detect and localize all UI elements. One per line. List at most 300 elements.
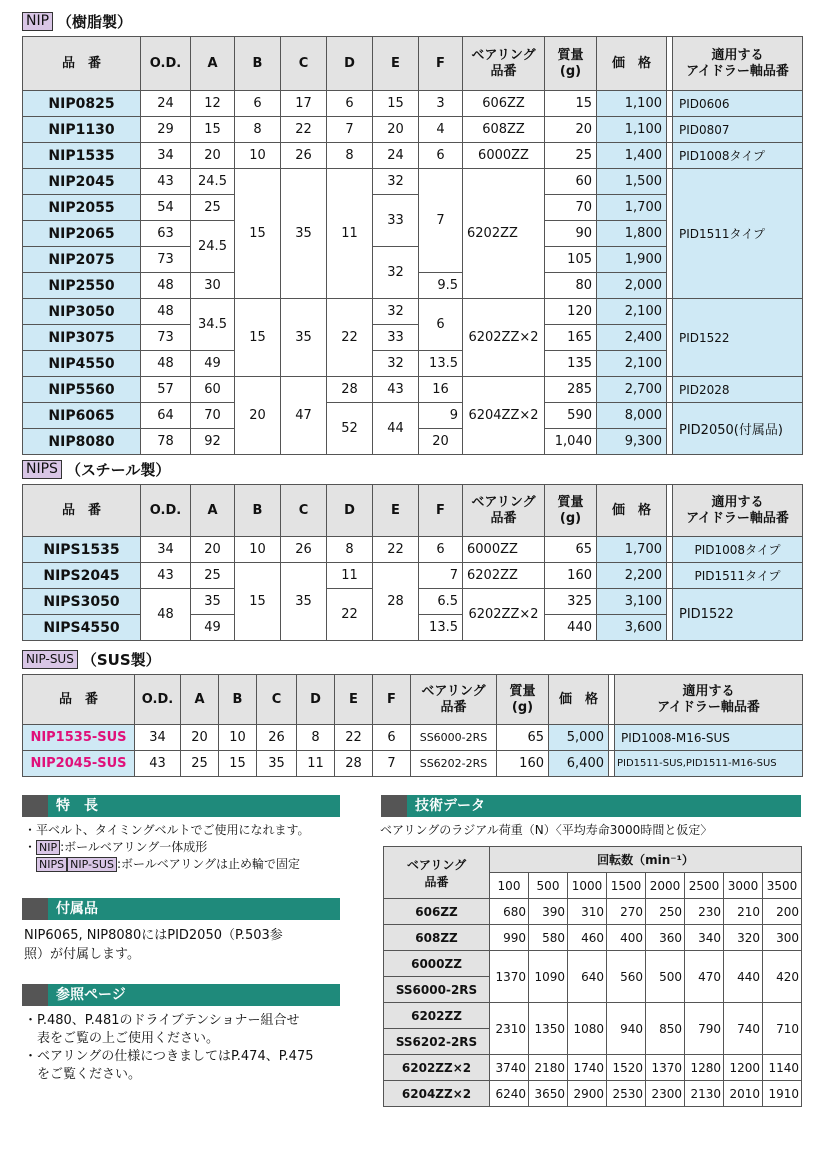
load-value: 440 bbox=[724, 951, 763, 1003]
load-value: 6240 bbox=[490, 1081, 529, 1107]
mass-value: 160 bbox=[497, 751, 549, 777]
price-value: 2,400 bbox=[597, 325, 667, 351]
od-value: 63 bbox=[141, 221, 191, 247]
bearing-name: 6202ZZ×2 bbox=[384, 1055, 490, 1081]
f-value: 6 bbox=[373, 725, 411, 751]
c-value: 22 bbox=[281, 117, 327, 143]
e-value: 22 bbox=[335, 725, 373, 751]
load-value: 1140 bbox=[763, 1055, 802, 1081]
rpm-header: 500 bbox=[529, 873, 568, 899]
load-value: 1370 bbox=[646, 1055, 685, 1081]
price-value: 2,100 bbox=[597, 299, 667, 325]
load-value: 2310 bbox=[490, 1003, 529, 1055]
d-value: 8 bbox=[327, 143, 373, 169]
part-code: NIPS4550 bbox=[23, 615, 141, 641]
features-line-2: ・ NIP :ボールベアリング一体成形 bbox=[24, 840, 208, 854]
col-header-e: E bbox=[373, 485, 419, 537]
mass-value: 15 bbox=[545, 91, 597, 117]
col-header-c: C bbox=[281, 485, 327, 537]
e-value: 32 bbox=[373, 351, 419, 377]
a-value: 60 bbox=[191, 377, 235, 403]
tech-header-bearing: ベアリング 品番 bbox=[384, 847, 490, 899]
col-header-a: A bbox=[191, 485, 235, 537]
col-header-f: F bbox=[419, 485, 463, 537]
load-value: 250 bbox=[646, 899, 685, 925]
load-value: 320 bbox=[724, 925, 763, 951]
a-value: 49 bbox=[191, 615, 235, 641]
e-value: 15 bbox=[373, 91, 419, 117]
od-value: 73 bbox=[141, 247, 191, 273]
load-value: 2010 bbox=[724, 1081, 763, 1107]
col-header-code: 品 番 bbox=[23, 37, 141, 91]
load-value: 560 bbox=[607, 951, 646, 1003]
d-value: 8 bbox=[297, 725, 335, 751]
mass-value: 325 bbox=[545, 589, 597, 615]
a-value: 15 bbox=[191, 117, 235, 143]
b-value: 20 bbox=[235, 377, 281, 455]
pid-value: PID1008タイプ bbox=[673, 143, 803, 169]
bearing-value: 606ZZ bbox=[463, 91, 545, 117]
mass-value: 60 bbox=[545, 169, 597, 195]
rpm-header: 2000 bbox=[646, 873, 685, 899]
mass-value: 120 bbox=[545, 299, 597, 325]
f-value: 6.5 bbox=[419, 589, 463, 615]
table-row bbox=[384, 1055, 802, 1081]
c-value: 26 bbox=[257, 725, 297, 751]
a-value: 20 bbox=[191, 537, 235, 563]
bearing-value: 608ZZ bbox=[463, 117, 545, 143]
b-value: 6 bbox=[235, 91, 281, 117]
load-value: 3740 bbox=[490, 1055, 529, 1081]
load-value: 1350 bbox=[529, 1003, 568, 1055]
load-value: 990 bbox=[490, 925, 529, 951]
f-value: 4 bbox=[419, 117, 463, 143]
part-code: NIP0825 bbox=[23, 91, 141, 117]
load-value: 2300 bbox=[646, 1081, 685, 1107]
nip-section-title bbox=[22, 11, 132, 32]
table-row bbox=[23, 537, 803, 563]
bearing-name: 6000ZZ bbox=[384, 951, 490, 977]
nipsus-tag-small: NIP-SUS bbox=[67, 857, 117, 872]
load-value: 1080 bbox=[568, 1003, 607, 1055]
e-value: 28 bbox=[335, 751, 373, 777]
load-value: 1910 bbox=[763, 1081, 802, 1107]
part-code: NIPS3050 bbox=[23, 589, 141, 615]
e-value: 28 bbox=[373, 563, 419, 641]
a-value: 34.5 bbox=[191, 299, 235, 351]
d-value: 11 bbox=[297, 751, 335, 777]
mass-value: 1,040 bbox=[545, 429, 597, 455]
mass-value: 65 bbox=[497, 725, 549, 751]
e-value: 32 bbox=[373, 247, 419, 299]
col-header-pid: 適用する アイドラー軸品番 bbox=[673, 37, 803, 91]
col-header-d: D bbox=[297, 675, 335, 725]
col-header-a: A bbox=[191, 37, 235, 91]
od-value: 43 bbox=[135, 751, 181, 777]
table-row bbox=[384, 1081, 802, 1107]
col-header-mass: 質量 (g) bbox=[497, 675, 549, 725]
f-value: 3 bbox=[419, 91, 463, 117]
features-line-1: ・平ベルト、タイミングベルトでご使用になれます。 bbox=[24, 823, 310, 837]
tech-header-rpm: 回転数（min⁻¹） bbox=[490, 847, 802, 873]
mass-value: 65 bbox=[545, 537, 597, 563]
price-value: 1,700 bbox=[597, 195, 667, 221]
load-value: 2180 bbox=[529, 1055, 568, 1081]
table-row bbox=[23, 299, 803, 325]
rpm-header: 3500 bbox=[763, 873, 802, 899]
e-value: 22 bbox=[373, 537, 419, 563]
bearing-value: 6202ZZ×2 bbox=[463, 589, 545, 641]
part-code: NIP4550 bbox=[23, 351, 141, 377]
load-value: 300 bbox=[763, 925, 802, 951]
load-value: 850 bbox=[646, 1003, 685, 1055]
nip-spec-table bbox=[22, 36, 803, 455]
table-row bbox=[23, 169, 803, 195]
load-value: 200 bbox=[763, 899, 802, 925]
od-value: 43 bbox=[141, 563, 191, 589]
pid-value: PID1008-M16-SUS bbox=[615, 725, 803, 751]
table-row bbox=[23, 563, 803, 589]
col-header-pid: 適用する アイドラー軸品番 bbox=[615, 675, 803, 725]
load-value: 1200 bbox=[724, 1055, 763, 1081]
table-row bbox=[23, 377, 803, 403]
mass-value: 80 bbox=[545, 273, 597, 299]
col-header-price: 価 格 bbox=[549, 675, 609, 725]
f-value: 6 bbox=[419, 299, 463, 351]
price-value: 1,800 bbox=[597, 221, 667, 247]
a-value: 24.5 bbox=[191, 221, 235, 273]
load-value: 420 bbox=[763, 951, 802, 1003]
bearing-value: 6202ZZ bbox=[463, 563, 545, 589]
price-value: 1,100 bbox=[597, 117, 667, 143]
e-value: 33 bbox=[373, 325, 419, 351]
pid-value: PID1511タイプ bbox=[673, 169, 803, 299]
c-value: 35 bbox=[281, 169, 327, 299]
d-value: 28 bbox=[327, 377, 373, 403]
c-value: 35 bbox=[281, 299, 327, 377]
a-value: 30 bbox=[191, 273, 235, 299]
a-value: 24.5 bbox=[191, 169, 235, 195]
a-value: 49 bbox=[191, 351, 235, 377]
nip-tag-small: NIP bbox=[36, 840, 60, 855]
f-value: 13.5 bbox=[419, 351, 463, 377]
b-value: 10 bbox=[235, 537, 281, 563]
features-line-3: NIPS NIP-SUS :ボールベアリングは止め輪で固定 bbox=[24, 856, 344, 873]
pid-value: PID1522 bbox=[673, 299, 803, 377]
od-value: 48 bbox=[141, 273, 191, 299]
c-value: 35 bbox=[257, 751, 297, 777]
table-row bbox=[23, 117, 803, 143]
col-header-od: O.D. bbox=[141, 37, 191, 91]
price-value: 9,300 bbox=[597, 429, 667, 455]
e-value: 32 bbox=[373, 299, 419, 325]
e-value: 24 bbox=[373, 143, 419, 169]
load-value: 400 bbox=[607, 925, 646, 951]
part-code: NIPS1535 bbox=[23, 537, 141, 563]
refpages-header bbox=[22, 984, 340, 1006]
load-value: 580 bbox=[529, 925, 568, 951]
pid-value: PID1522 bbox=[673, 589, 803, 641]
d-value: 7 bbox=[327, 117, 373, 143]
col-header-b: B bbox=[235, 37, 281, 91]
f-value: 20 bbox=[419, 429, 463, 455]
table-row bbox=[23, 91, 803, 117]
f-value: 9.5 bbox=[419, 273, 463, 299]
bearing-name: SS6202-2RS bbox=[384, 1029, 490, 1055]
pid-value: PID1008タイプ bbox=[673, 537, 803, 563]
bearing-value: 6202ZZ×2 bbox=[463, 299, 545, 377]
load-value: 940 bbox=[607, 1003, 646, 1055]
nips-material: （スチール製） bbox=[65, 461, 171, 479]
load-value: 340 bbox=[685, 925, 724, 951]
load-value: 1370 bbox=[490, 951, 529, 1003]
col-header-pid: 適用する アイドラー軸品番 bbox=[673, 485, 803, 537]
f-value: 7 bbox=[419, 169, 463, 273]
d-value: 6 bbox=[327, 91, 373, 117]
mass-value: 135 bbox=[545, 351, 597, 377]
od-value: 48 bbox=[141, 299, 191, 325]
table-row bbox=[384, 925, 802, 951]
col-header-d: D bbox=[327, 485, 373, 537]
features-title: 特 長 bbox=[56, 798, 98, 814]
part-code: NIP1535 bbox=[23, 143, 141, 169]
price-value: 3,100 bbox=[597, 589, 667, 615]
a-value: 25 bbox=[191, 563, 235, 589]
tech-title: 技術データ bbox=[415, 798, 485, 814]
col-header-b: B bbox=[219, 675, 257, 725]
e-value: 32 bbox=[373, 169, 419, 195]
b-value: 15 bbox=[235, 563, 281, 641]
load-value: 680 bbox=[490, 899, 529, 925]
col-header-code: 品 番 bbox=[23, 675, 135, 725]
price-value: 1,100 bbox=[597, 91, 667, 117]
features-text bbox=[24, 822, 344, 873]
col-header-bearing: ベアリング 品番 bbox=[411, 675, 497, 725]
price-value: 1,400 bbox=[597, 143, 667, 169]
b-value: 8 bbox=[235, 117, 281, 143]
od-value: 43 bbox=[141, 169, 191, 195]
price-value: 2,100 bbox=[597, 351, 667, 377]
rpm-header: 1000 bbox=[568, 873, 607, 899]
price-value: 2,700 bbox=[597, 377, 667, 403]
a-value: 92 bbox=[191, 429, 235, 455]
d-value: 52 bbox=[327, 403, 373, 455]
e-value: 43 bbox=[373, 377, 419, 403]
load-value: 2530 bbox=[607, 1081, 646, 1107]
f-value: 13.5 bbox=[419, 615, 463, 641]
part-code: NIP1130 bbox=[23, 117, 141, 143]
col-header-price: 価 格 bbox=[597, 37, 667, 91]
e-value: 20 bbox=[373, 117, 419, 143]
part-code: NIP5560 bbox=[23, 377, 141, 403]
part-code: NIP2045-SUS bbox=[23, 751, 135, 777]
nipsus-tag: NIP-SUS bbox=[22, 650, 78, 669]
d-value: 22 bbox=[327, 589, 373, 641]
load-value: 500 bbox=[646, 951, 685, 1003]
d-value: 11 bbox=[327, 169, 373, 299]
accessories-header bbox=[22, 898, 340, 920]
od-value: 54 bbox=[141, 195, 191, 221]
col-header-a: A bbox=[181, 675, 219, 725]
bearing-value: SS6000-2RS bbox=[411, 725, 497, 751]
bearing-name: 608ZZ bbox=[384, 925, 490, 951]
mass-value: 25 bbox=[545, 143, 597, 169]
part-code: NIP2045 bbox=[23, 169, 141, 195]
c-value: 17 bbox=[281, 91, 327, 117]
f-value: 16 bbox=[419, 377, 463, 403]
pid-value: PID2050(付属品) bbox=[673, 403, 803, 455]
rpm-header: 2500 bbox=[685, 873, 724, 899]
b-value: 10 bbox=[235, 143, 281, 169]
features-header bbox=[22, 795, 340, 817]
f-value: 7 bbox=[373, 751, 411, 777]
bearing-value: 6204ZZ×2 bbox=[463, 377, 545, 455]
table-row bbox=[384, 1003, 802, 1029]
mass-value: 590 bbox=[545, 403, 597, 429]
a-value: 35 bbox=[191, 589, 235, 615]
load-value: 790 bbox=[685, 1003, 724, 1055]
bearing-value: SS6202-2RS bbox=[411, 751, 497, 777]
part-code: NIP2055 bbox=[23, 195, 141, 221]
f-value: 7 bbox=[419, 563, 463, 589]
nips-tag-small: NIPS bbox=[36, 857, 67, 872]
c-value: 35 bbox=[281, 563, 327, 641]
nip-material: （樹脂製） bbox=[57, 13, 133, 31]
col-header-mass: 質量 (g) bbox=[545, 485, 597, 537]
part-code: NIP6065 bbox=[23, 403, 141, 429]
col-header-f: F bbox=[419, 37, 463, 91]
load-value: 390 bbox=[529, 899, 568, 925]
rpm-header: 100 bbox=[490, 873, 529, 899]
mass-value: 160 bbox=[545, 563, 597, 589]
nipsus-spec-table bbox=[22, 674, 803, 777]
col-header-d: D bbox=[327, 37, 373, 91]
a-value: 25 bbox=[181, 751, 219, 777]
nips-tag: NIPS bbox=[22, 460, 62, 479]
pid-value: PID0606 bbox=[673, 91, 803, 117]
a-value: 20 bbox=[181, 725, 219, 751]
bar-accent bbox=[22, 984, 48, 1006]
part-code: NIP2075 bbox=[23, 247, 141, 273]
b-value: 15 bbox=[235, 299, 281, 377]
load-value: 3650 bbox=[529, 1081, 568, 1107]
table-row bbox=[23, 751, 803, 777]
tech-load-table bbox=[383, 846, 802, 1107]
load-value: 1280 bbox=[685, 1055, 724, 1081]
od-value: 29 bbox=[141, 117, 191, 143]
bearing-name: 606ZZ bbox=[384, 899, 490, 925]
pid-value: PID0807 bbox=[673, 117, 803, 143]
price-value: 2,200 bbox=[597, 563, 667, 589]
refpages-title: 参照ページ bbox=[56, 987, 126, 1003]
part-code: NIPS2045 bbox=[23, 563, 141, 589]
b-value: 10 bbox=[219, 725, 257, 751]
load-value: 1090 bbox=[529, 951, 568, 1003]
price-value: 8,000 bbox=[597, 403, 667, 429]
c-value: 47 bbox=[281, 377, 327, 455]
bearing-value: 6000ZZ bbox=[463, 143, 545, 169]
mass-value: 165 bbox=[545, 325, 597, 351]
od-value: 57 bbox=[141, 377, 191, 403]
col-header-code: 品 番 bbox=[23, 485, 141, 537]
load-value: 470 bbox=[685, 951, 724, 1003]
load-value: 740 bbox=[724, 1003, 763, 1055]
od-value: 34 bbox=[141, 537, 191, 563]
pid-value: PID1511タイプ bbox=[673, 563, 803, 589]
load-value: 360 bbox=[646, 925, 685, 951]
od-value: 64 bbox=[141, 403, 191, 429]
load-value: 640 bbox=[568, 951, 607, 1003]
mass-value: 70 bbox=[545, 195, 597, 221]
mass-value: 90 bbox=[545, 221, 597, 247]
a-value: 12 bbox=[191, 91, 235, 117]
bearing-name: 6204ZZ×2 bbox=[384, 1081, 490, 1107]
load-value: 710 bbox=[763, 1003, 802, 1055]
mass-value: 20 bbox=[545, 117, 597, 143]
price-value: 1,700 bbox=[597, 537, 667, 563]
col-header-f: F bbox=[373, 675, 411, 725]
od-value: 48 bbox=[141, 351, 191, 377]
col-header-e: E bbox=[335, 675, 373, 725]
col-header-e: E bbox=[373, 37, 419, 91]
table-row bbox=[23, 725, 803, 751]
accessories-text: NIP6065, NIP8080にはPID2050（P.503参 照）が付属します。 bbox=[24, 928, 283, 962]
od-value: 34 bbox=[141, 143, 191, 169]
part-code: NIP3050 bbox=[23, 299, 141, 325]
table-row bbox=[23, 403, 803, 429]
mass-value: 440 bbox=[545, 615, 597, 641]
table-row bbox=[384, 951, 802, 977]
mass-value: 105 bbox=[545, 247, 597, 273]
nips-spec-table bbox=[22, 484, 803, 641]
load-value: 310 bbox=[568, 899, 607, 925]
col-header-mass: 質量 (g) bbox=[545, 37, 597, 91]
price-value: 1,500 bbox=[597, 169, 667, 195]
part-code: NIP2065 bbox=[23, 221, 141, 247]
part-code: NIP2550 bbox=[23, 273, 141, 299]
table-row bbox=[384, 899, 802, 925]
a-value: 20 bbox=[191, 143, 235, 169]
part-code: NIP3075 bbox=[23, 325, 141, 351]
bar-accent bbox=[22, 795, 48, 817]
price-value: 6,400 bbox=[549, 751, 609, 777]
f-value: 6 bbox=[419, 143, 463, 169]
col-header-od: O.D. bbox=[141, 485, 191, 537]
load-value: 460 bbox=[568, 925, 607, 951]
od-value: 78 bbox=[141, 429, 191, 455]
f-value: 6 bbox=[419, 537, 463, 563]
pid-value: PID1511-SUS,PID1511-M16-SUS bbox=[615, 751, 803, 777]
d-value: 22 bbox=[327, 299, 373, 377]
c-value: 26 bbox=[281, 537, 327, 563]
nip-tag: NIP bbox=[22, 12, 53, 31]
col-header-od: O.D. bbox=[135, 675, 181, 725]
col-header-bearing: ベアリング 品番 bbox=[463, 37, 545, 91]
nips-section-title bbox=[22, 459, 170, 480]
col-header-c: C bbox=[257, 675, 297, 725]
e-value: 44 bbox=[373, 403, 419, 455]
price-value: 2,000 bbox=[597, 273, 667, 299]
od-value: 24 bbox=[141, 91, 191, 117]
part-code: NIP1535-SUS bbox=[23, 725, 135, 751]
bearing-value: 6000ZZ bbox=[463, 537, 545, 563]
mass-value: 285 bbox=[545, 377, 597, 403]
f-value: 9 bbox=[419, 403, 463, 429]
col-header-bearing: ベアリング 品番 bbox=[463, 485, 545, 537]
a-value: 25 bbox=[191, 195, 235, 221]
bearing-name: 6202ZZ bbox=[384, 1003, 490, 1029]
pid-value: PID2028 bbox=[673, 377, 803, 403]
